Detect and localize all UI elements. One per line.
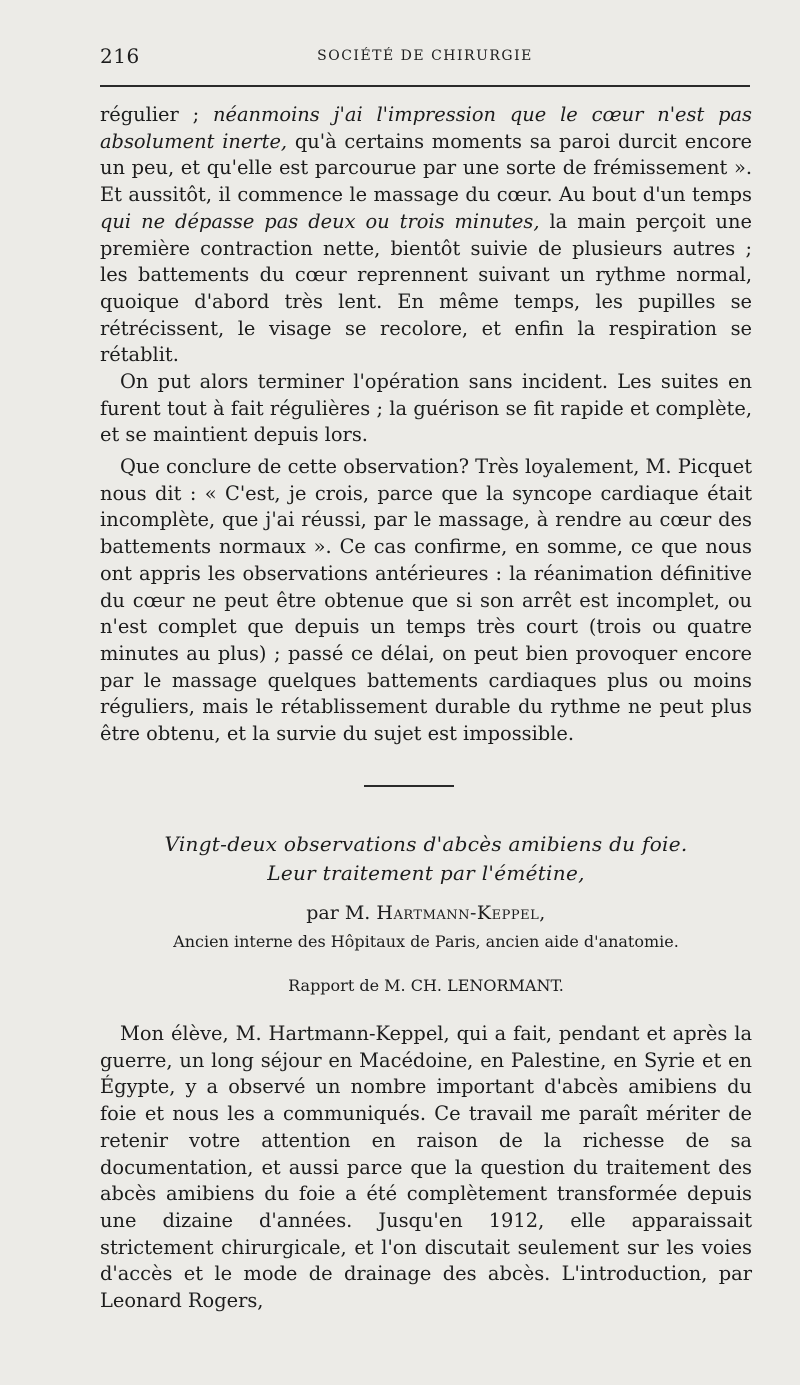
article-title: Vingt-deux observations d'abcès amibiens du foie.: [164, 832, 688, 856]
running-head: SOCIÉTÉ DE CHIRURGIE: [317, 48, 533, 64]
paragraph: [100, 102, 752, 369]
text-block-report: [100, 1021, 752, 1315]
page-header: [100, 44, 750, 74]
text-run: qu'à certains moments sa paroi durcit encore un peu, et qu'elle est parcourue par une sorte de frémissement ». Et aussitôt, il commence le massage du cœur. Au bout d'un temps: [100, 129, 752, 207]
text-block-conclusion: [100, 454, 752, 748]
text-run: la main perçoit une première contraction nette, bientôt suivie de plusieurs autres ; les battements du cœur reprennent suivant un rythme normal, quoique d'abord très lent. En même temps, les pupilles se rétrécissent, le visage se recolore, et enfin la respiration se rétablit.: [100, 209, 752, 367]
section-separator: [364, 785, 454, 787]
paragraph: On put alors terminer l'opération sans incident. Les suites en furent tout à fait régulières ; la guérison se fit rapide et complète, et se maintient depuis lors.: [100, 370, 752, 447]
header-rule: [100, 85, 750, 87]
article-heading: [100, 830, 752, 998]
text-run: régulier ;: [100, 103, 213, 126]
paragraph: Que conclure de cette observation? Très loyalement, M. Picquet nous dit : « C'est, je crois, parce que la syncope cardiaque était incomplète, que j'ai réussi, par le massage, à rendre au cœur des battements normaux ». Ce cas confirme, en somme, ce que nous ont appris les observations antérieures : la réanimation définitive du cœur ne peut être obtenue que si son arrêt est incomplet, ou n'est complet que depuis un temps très court (trois ou quatre minutes au plus) ; passé ce délai, on peut bien provoquer encore par le massage quelques battements cardiaques plus ou moins réguliers, mais le rétablissement durable du rythme ne peut plus être obtenu, et la survie du sujet est impossible.: [100, 455, 752, 746]
article-subtitle: Leur traitement par l'émétine,: [267, 861, 585, 885]
rapport-line: Rapport de M. CH. LENORMANT.: [288, 976, 564, 995]
text-block-continuation: [100, 102, 752, 449]
page-number: 216: [100, 44, 140, 68]
italic-quote: néanmoins j'ai l'impression que le cœur n'est pas absolument inerte,: [100, 103, 752, 153]
paragraph: Mon élève, M. Hartmann-Keppel, qui a fait, pendant et après la guerre, un long séjour en Macédoine, en Palestine, en Syrie et en Égypte, y a observé un nombre important d'abcès amibiens du foie et nous les a communiqués. Ce travail me paraît mériter de retenir votre attention en raison de la richesse de sa documentation, et aussi parce que la question du traitement des abcès amibiens du foie a été complètement transformée depuis une dizaine d'années. Jusqu'en 1912, elle apparaissait strictement chirurgicale, et l'on discutait seulement sur les voies d'accès et le mode de drainage des abcès. L'introduction, par Leonard Rogers,: [100, 1022, 752, 1313]
italic-phrase: qui ne dépasse pas deux ou trois minutes,: [100, 209, 540, 233]
article-author: [100, 900, 752, 926]
author-name: Hartmann-Keppel,: [376, 902, 546, 924]
author-affiliation: Ancien interne des Hôpitaux de Paris, ancien aide d'anatomie.: [173, 932, 679, 951]
author-prefix: par M.: [306, 902, 377, 924]
